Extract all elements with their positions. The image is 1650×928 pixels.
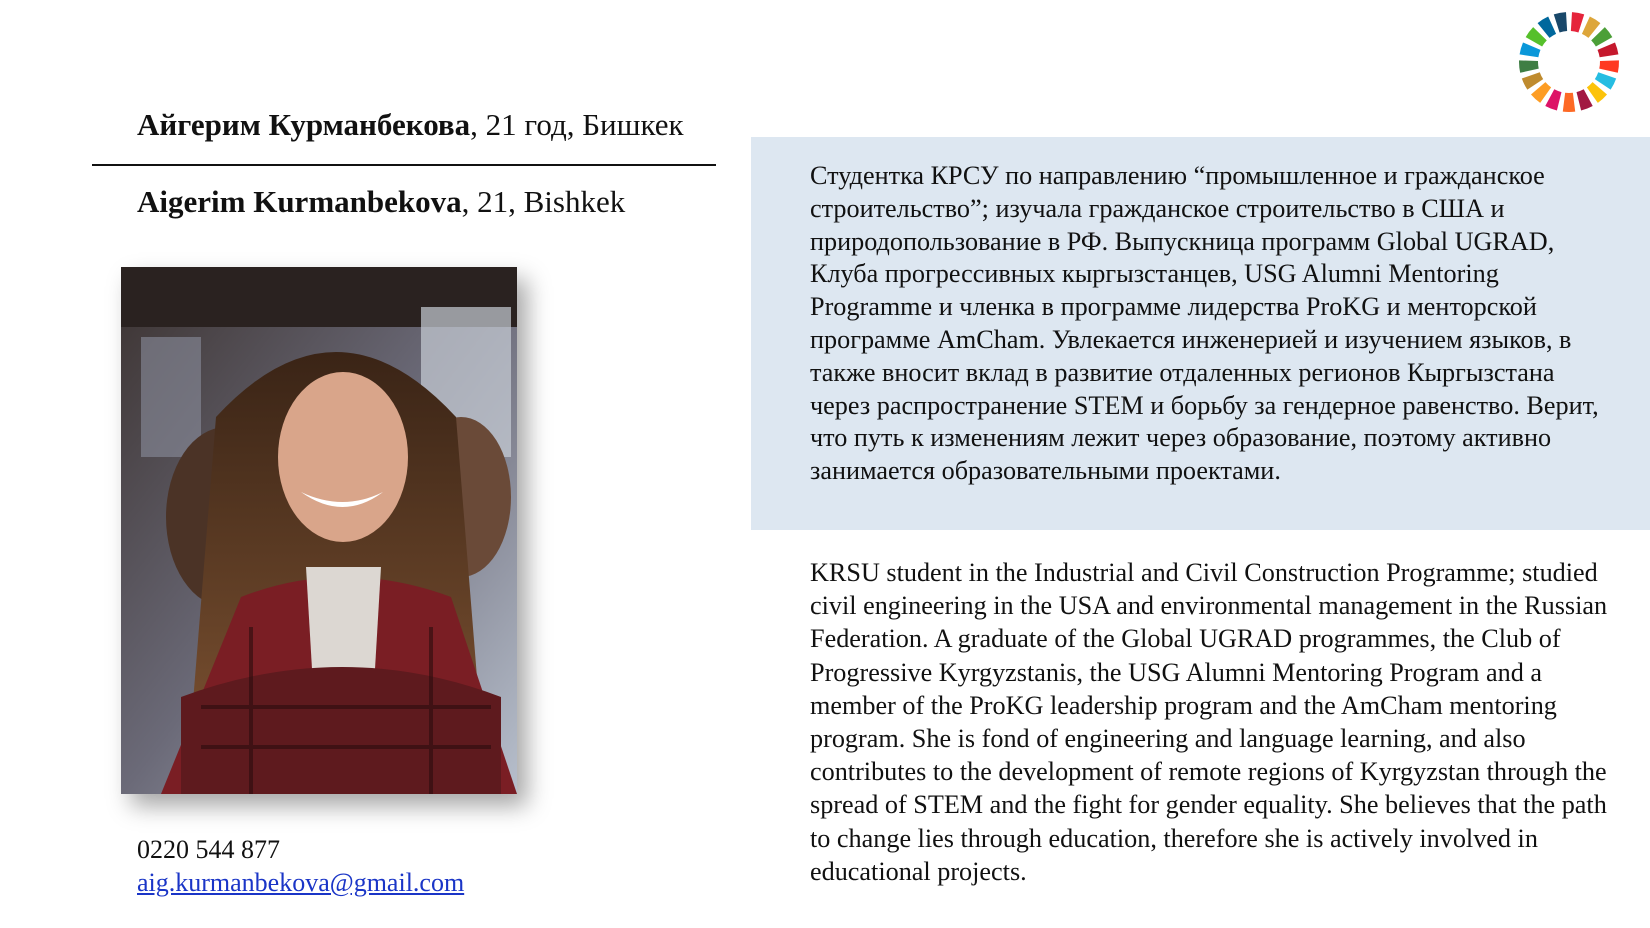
- details-ru: , 21 год, Бишкек: [470, 107, 684, 142]
- sdg-segment: [1554, 12, 1567, 32]
- portrait-illustration: [121, 267, 517, 794]
- name-en: Aigerim Kurmanbekova: [137, 184, 462, 219]
- name-ru-line: [137, 107, 684, 143]
- sdg-segment: [1520, 42, 1541, 57]
- bio-en-text: KRSU student in the Industrial and Civil Construction Programme; studied civil engineering in the USA and environmental management in the Russian Federation. A graduate of the Global UGRAD programmes, the Club of Progressive Kyrgyzstanis, the USG Alumni Mentoring Program and a member of the ProKG leadership program and the AmCham mentoring program. She is fond of engineering and language learning, and also contributes to the development of remote regions of Kyrgyzstan through the spread of STEM and the fight for gender equality. She believes that the path to change lies through education, therefore she is actively involved in educational projects.: [810, 558, 1608, 886]
- sdg-segment: [1545, 89, 1561, 110]
- details-en: , 21, Bishkek: [461, 184, 626, 219]
- divider-line: [92, 164, 716, 166]
- email-link[interactable]: aig.kurmanbekova@gmail.com: [137, 868, 465, 897]
- sdg-segment: [1598, 42, 1619, 57]
- profile-photo: [121, 267, 517, 794]
- sdg-segment: [1563, 93, 1575, 112]
- sdg-segment: [1571, 12, 1584, 32]
- name-ru: Айгерим Курманбекова: [137, 107, 471, 142]
- phone-number: 0220 544 877: [137, 835, 280, 864]
- sdg-wheel-icon: [1517, 10, 1621, 114]
- sdg-wheel-graphic: [1517, 10, 1621, 114]
- name-en-line: [137, 184, 625, 220]
- bio-ru-text: Студентка КРСУ по направлению “промышленное и гражданское строительство”; изучала гражданское строительство в США и природопользование в РФ. Выпускница программ Global UGRAD, Клуба прогрессивных кыргызстанцев, USG Alumni Mentoring Programme и членка в программе лидерства ProKG и менторской программе AmCham. Увлекается инженерией и изучением языков, в также вносит вклад в развитие отдаленных регионов Кыргызстана через распространение STEM и борьбу за гендерное равенство. Верит, что путь к изменениям лежит через образование, поэтому активно занимается образовательными проектами.: [810, 161, 1599, 486]
- sdg-segment: [1519, 60, 1539, 72]
- sdg-segment: [1599, 60, 1619, 72]
- sdg-segment: [1577, 89, 1593, 110]
